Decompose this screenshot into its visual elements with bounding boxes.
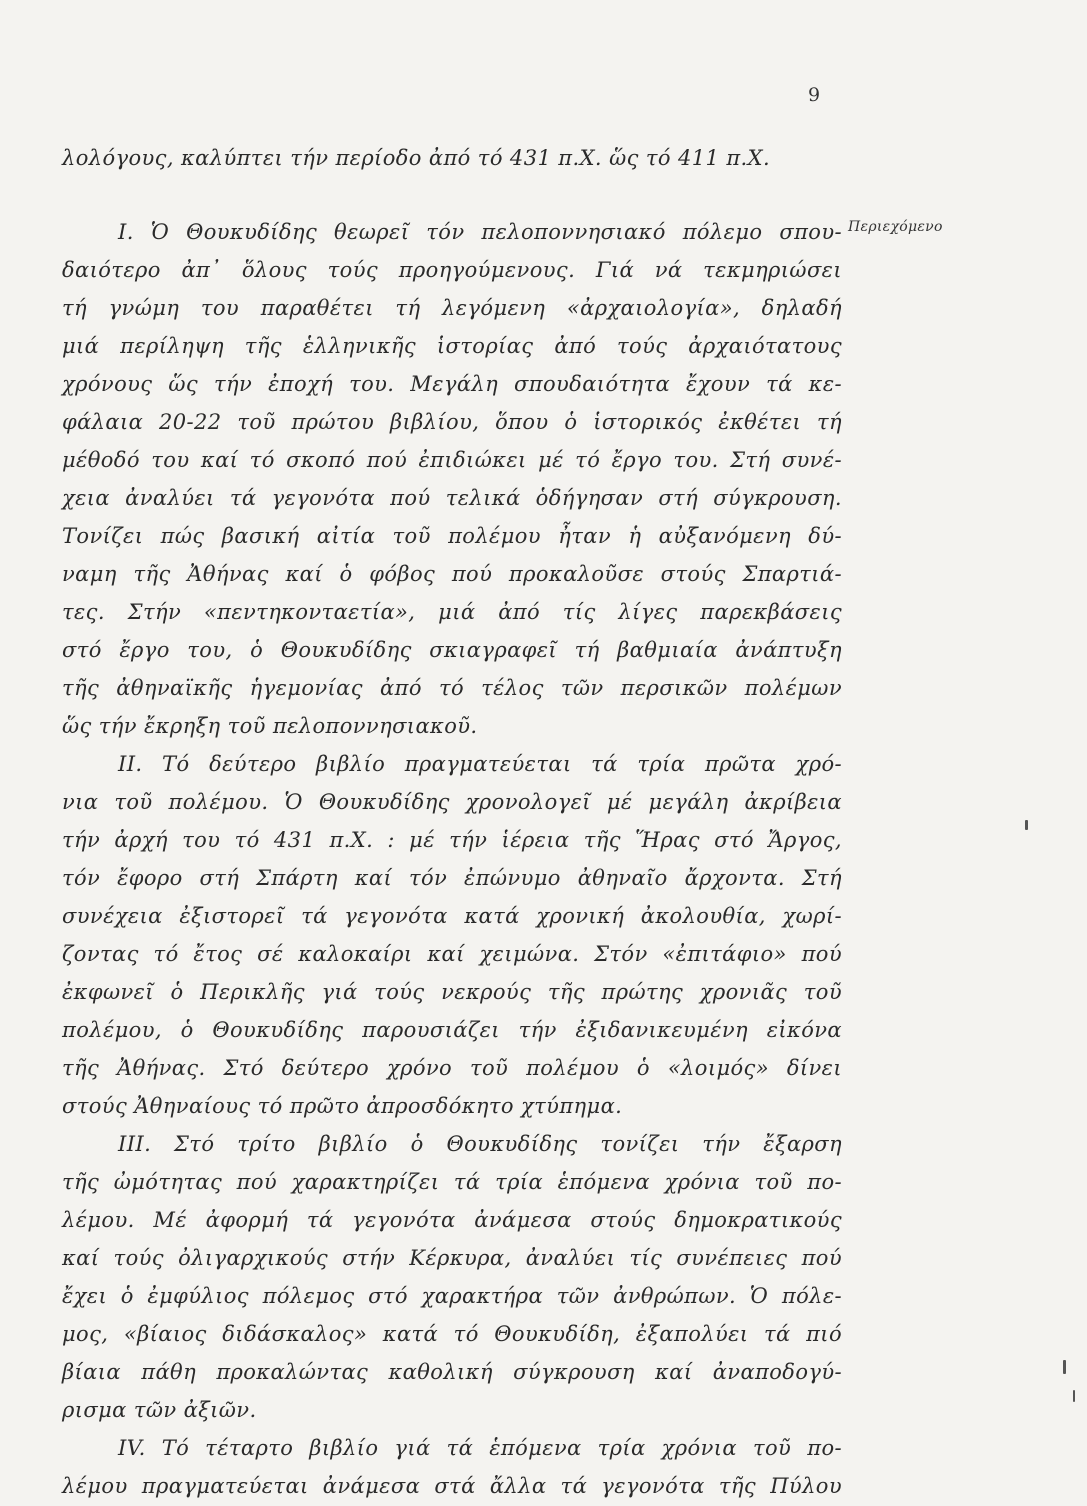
text-line: τῆς ἀθηναϊκῆς ἡγεμονίας ἀπό τό τέλος τῶν περσικῶν πολέμων [62,676,842,700]
text-line: λέμου πραγματεύεται ἀνάμεσα στά ἄλλα τά γεγονότα τῆς Πύλου [62,1474,842,1498]
text-line: ζοντας τό ἔτος σέ καλοκαίρι καί χειμώνα. Στόν «ἐπιτάφιο» πού [62,942,842,966]
text-line: δαιότερο ἀπ᾽ ὅλους τούς προηγούμενους. Γιά νά τεκμηριώσει [62,258,842,282]
text-line: τόν ἔφορο στή Σπάρτη καί τόν ἐπώνυμο ἀθηναῖο ἄρχοντα. Στή [62,866,842,890]
text-line: τή γνώμη του παραθέτει τή λεγόμενη «ἀρχαιολογία», δηλαδή [62,296,842,320]
text-line: μος, «βίαιος διδάσκαλος» κατά τό Θουκυδίδη, ἐξαπολύει τά πιό [62,1322,842,1346]
text-line: ΙV. Τό τέταρτο βιβλίο γιά τά ἑπόμενα τρία χρόνια τοῦ πο- [118,1436,842,1460]
text-line: τῆς ὠμότητας πού χαρακτηρίζει τά τρία ἑπόμενα χρόνια τοῦ πο- [62,1170,842,1194]
scan-speck [1063,1360,1066,1374]
text-line: τήν ἀρχή του τό 431 π.Χ. : μέ τήν ἱέρεια τῆς Ἥρας στό Ἄργος, [62,828,842,852]
text-line: συνέχεια ἐξιστορεῖ τά γεγονότα κατά χρονική ἀκολουθία, χωρί- [62,904,842,928]
text-line: πολέμου, ὁ Θουκυδίδης παρουσιάζει τήν ἐξιδανικευμένη εἰκόνα [62,1018,842,1042]
text-line: ΙΙΙ. Στό τρίτο βιβλίο ὁ Θουκυδίδης τονίζει τήν ἔξαρση [118,1132,842,1156]
margin-note: Περιεχόμενο [848,219,943,235]
text-line: Τονίζει πώς βασική αἰτία τοῦ πολέμου ἦταν ἡ αὐξανόμενη δύ- [62,524,842,548]
text-line: λέμου. Μέ ἀφορμή τά γεγονότα ἀνάμεσα στούς δημοκρατικούς [62,1208,842,1232]
text-line: μέθοδό του καί τό σκοπό πού ἐπιδιώκει μέ τό ἔργο του. Στή συνέ- [62,448,842,472]
text-line: ναμη τῆς Ἀθήνας καί ὁ φόβος πού προκαλοῦσε στούς Σπαρτιά- [62,562,842,586]
text-line: χεια ἀναλύει τά γεγονότα πού τελικά ὁδήγησαν στή σύγκρουση. [62,486,842,510]
text-line: τῆς Ἀθήνας. Στό δεύτερο χρόνο τοῦ πολέμου ὁ «λοιμός» δίνει [62,1056,842,1080]
text-line: στούς Ἀθηναίους τό πρῶτο ἀπροσδόκητο χτύπημα. [62,1094,623,1118]
page-number: 9 [808,84,821,106]
text-line: λολόγους, καλύπτει τήν περίοδο ἀπό τό 431 π.Χ. ὥς τό 411 π.Χ. [62,146,771,170]
text-line: ἐκφωνεῖ ὁ Περικλῆς γιά τούς νεκρούς τῆς πρώτης χρονιᾶς τοῦ [62,980,842,1004]
text-line: χρόνους ὥς τήν ἐποχή του. Μεγάλη σπουδαιότητα ἔχουν τά κε- [62,372,842,396]
text-line: Ι. Ὁ Θουκυδίδης θεωρεῖ τόν πελοποννησιακό πόλεμο σπου- [118,220,842,244]
text-line: τες. Στήν «πεντηκονταετία», μιά ἀπό τίς λίγες παρεκβάσεις [62,600,842,624]
text-line: βίαια πάθη προκαλώντας καθολική σύγκρουση καί ἀναποδογύ- [62,1360,842,1384]
text-line: φάλαια 20-22 τοῦ πρώτου βιβλίου, ὅπου ὁ ἱστορικός ἐκθέτει τή [62,410,842,434]
text-line: νια τοῦ πολέμου. Ὁ Θουκυδίδης χρονολογεῖ μέ μεγάλη ἀκρίβεια [62,790,842,814]
text-line: ρισμα τῶν ἀξιῶν. [62,1398,257,1422]
text-line: ΙΙ. Τό δεύτερο βιβλίο πραγματεύεται τά τρία πρῶτα χρό- [118,752,842,776]
text-line: στό ἔργο του, ὁ Θουκυδίδης σκιαγραφεῖ τή βαθμιαία ἀνάπτυξη [62,638,842,662]
text-line: μιά περίληψη τῆς ἑλληνικῆς ἱστορίας ἀπό τούς ἀρχαιότατους [62,334,842,358]
text-line: ἔχει ὁ ἐμφύλιος πόλεμος στό χαρακτήρα τῶν ἀνθρώπων. Ὁ πόλε- [62,1284,842,1308]
scan-speck [1073,1390,1075,1402]
text-line: ὥς τήν ἔκρηξη τοῦ πελοποννησιακοῦ. [62,714,478,738]
scan-speck [1025,820,1028,830]
text-line: καί τούς ὀλιγαρχικούς στήν Κέρκυρα, ἀναλύει τίς συνέπειες πού [62,1246,842,1270]
